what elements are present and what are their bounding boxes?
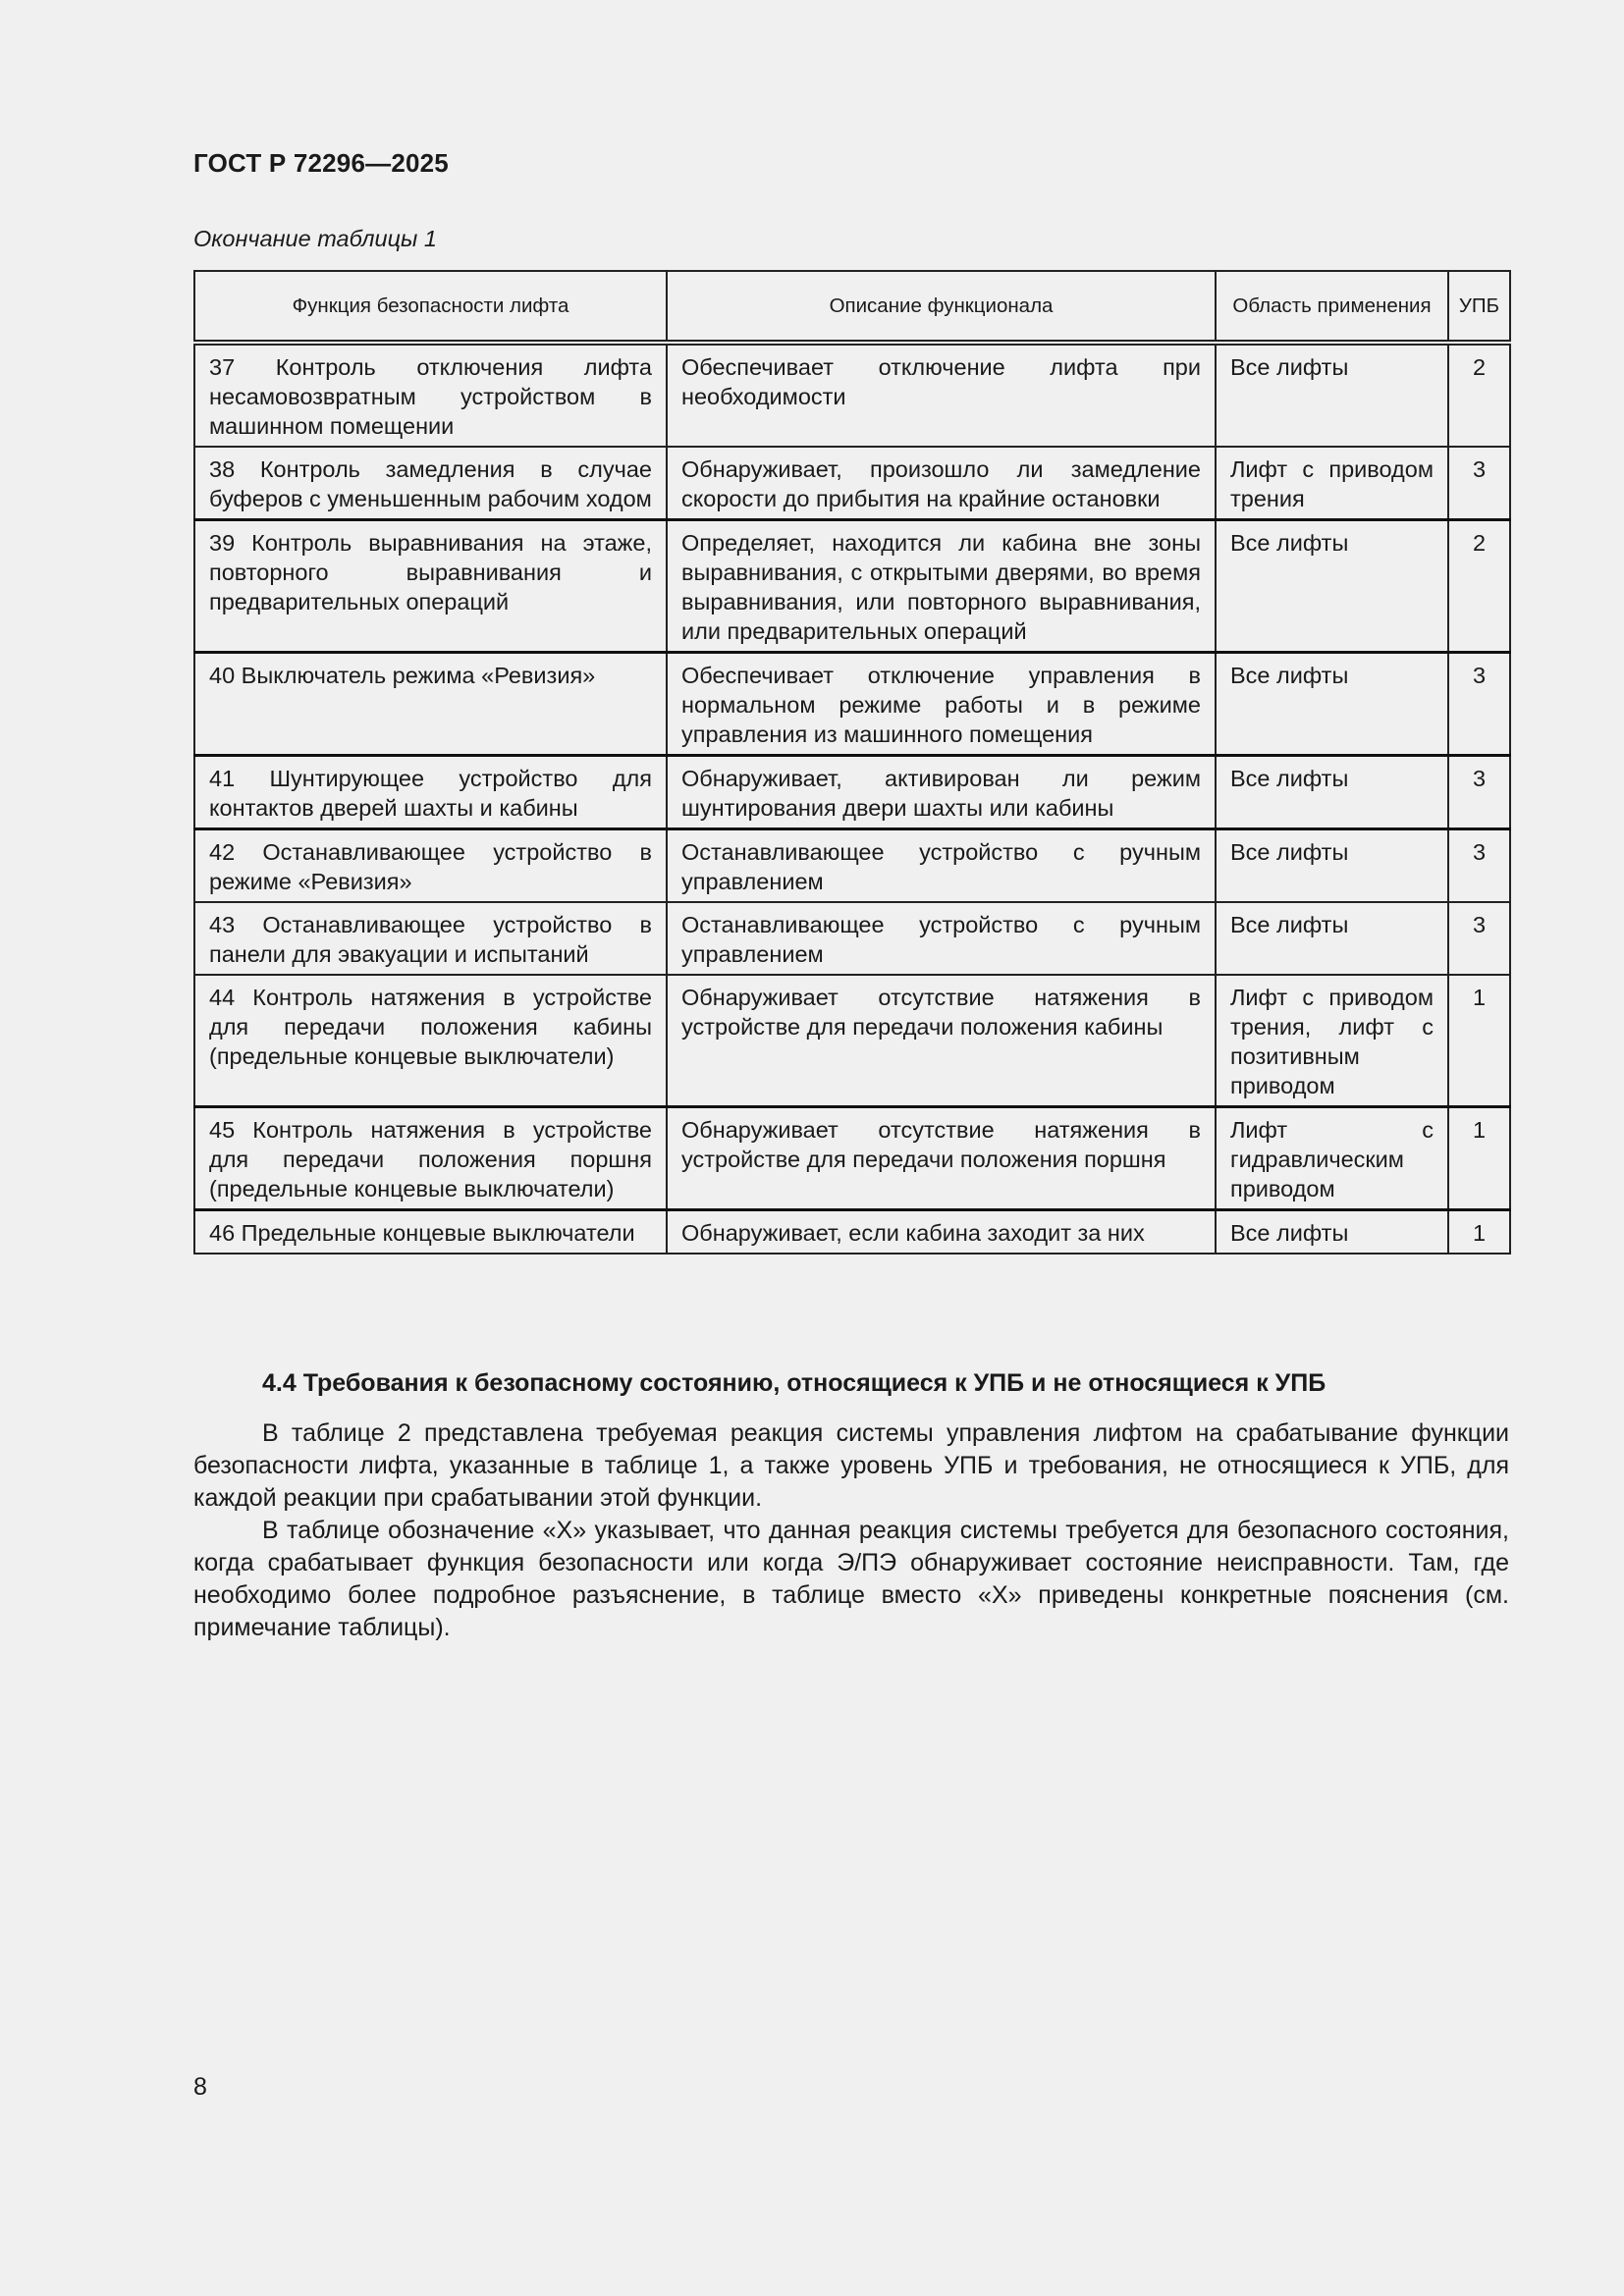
body-paragraph: В таблице 2 представлена требуемая реакция системы управления лифтом на срабатывание функции безопасности лифта, указанные в таблице 1, а также уровень УПБ и требования, не относящиеся к УПБ, для каждой реакции при срабатывании этой функции.: [193, 1419, 1509, 1512]
table-row: [194, 1210, 1510, 1255]
cell-scope: Все лифты: [1216, 1210, 1448, 1255]
cell-function: 37 Контроль отключения лифта несамовозвратным устройством в машинном помещении: [194, 343, 667, 447]
cell-function: 43 Останавливающее устройство в панели для эвакуации и испытаний: [194, 902, 667, 975]
cell-function: 46 Предельные концевые выключатели: [194, 1210, 667, 1255]
cell-description: Останавливающее устройство с ручным управлением: [667, 829, 1216, 903]
cell-function: 45 Контроль натяжения в устройстве для передачи положения поршня (предельные концевые выключатели): [194, 1107, 667, 1210]
cell-description: Обнаруживает отсутствие натяжения в устройстве для передачи положения поршня: [667, 1107, 1216, 1210]
cell-upb: 1: [1448, 1210, 1510, 1255]
table-row: [194, 756, 1510, 829]
cell-upb: 1: [1448, 1107, 1510, 1210]
table-header-row: [194, 271, 1510, 343]
cell-scope: Все лифты: [1216, 343, 1448, 447]
cell-description: Обнаруживает отсутствие натяжения в устройстве для передачи положения кабины: [667, 975, 1216, 1107]
column-header-upb: УПБ: [1448, 271, 1510, 343]
table-caption: Окончание таблицы 1: [193, 226, 437, 251]
cell-description: Обнаруживает, произошло ли замедление скорости до прибытия на крайние остановки: [667, 447, 1216, 520]
cell-function: 39 Контроль выравнивания на этаже, повторного выравнивания и предварительных операций: [194, 520, 667, 653]
cell-upb: 3: [1448, 653, 1510, 756]
cell-function: 40 Выключатель режима «Ревизия»: [194, 653, 667, 756]
table-row: [194, 653, 1510, 756]
table-row: [194, 1107, 1510, 1210]
column-header-description: Описание функционала: [667, 271, 1216, 343]
table-row: [194, 902, 1510, 975]
cell-function: 42 Останавливающее устройство в режиме «Ревизия»: [194, 829, 667, 903]
safety-functions-table: [193, 270, 1511, 1255]
table-row: [194, 829, 1510, 903]
table-row: [194, 520, 1510, 653]
cell-scope: Лифт с приводом трения, лифт с позитивным приводом: [1216, 975, 1448, 1107]
section-heading: 4.4 Требования к безопасному состоянию, относящиеся к УПБ и не относящиеся к УПБ: [262, 1369, 1326, 1397]
cell-upb: 3: [1448, 447, 1510, 520]
cell-scope: Все лифты: [1216, 520, 1448, 653]
cell-function: 41 Шунтирующее устройство для контактов дверей шахты и кабины: [194, 756, 667, 829]
column-header-function: Функция безопасности лифта: [194, 271, 667, 343]
cell-scope: Все лифты: [1216, 829, 1448, 903]
body-paragraph: В таблице обозначение «Х» указывает, что данная реакция системы требуется для безопасного состояния, когда срабатывает функция безопасности или когда Э/ПЭ обнаруживает состояние неисправности. Там, где необходимо более подробное разъяснение, в таблице вместо «Х» приведены конкретные пояснения (см. примечание таблицы).: [193, 1517, 1509, 1641]
document-code: ГОСТ Р 72296—2025: [193, 148, 449, 178]
cell-upb: 2: [1448, 520, 1510, 653]
cell-scope: Лифт с гидравлическим приводом: [1216, 1107, 1448, 1210]
cell-description: Обнаруживает, если кабина заходит за них: [667, 1210, 1216, 1255]
column-header-scope: Область применения: [1216, 271, 1448, 343]
cell-description: Обнаруживает, активирован ли режим шунтирования двери шахты или кабины: [667, 756, 1216, 829]
cell-description: Обеспечивает отключение управления в нормальном режиме работы и в режиме управления из машинного помещения: [667, 653, 1216, 756]
cell-function: 44 Контроль натяжения в устройстве для передачи положения кабины (предельные концевые выключатели): [194, 975, 667, 1107]
page-number: 8: [193, 2073, 207, 2101]
cell-scope: Все лифты: [1216, 902, 1448, 975]
cell-function: 38 Контроль замедления в случае буферов с уменьшенным рабочим ходом: [194, 447, 667, 520]
table-row: [194, 975, 1510, 1107]
cell-scope: Все лифты: [1216, 653, 1448, 756]
cell-description: Обеспечивает отключение лифта при необходимости: [667, 343, 1216, 447]
cell-upb: 3: [1448, 902, 1510, 975]
table-row: [194, 343, 1510, 447]
cell-description: Определяет, находится ли кабина вне зоны выравнивания, с открытыми дверями, во время выравнивания, или повторного выравнивания, или предварительных операций: [667, 520, 1216, 653]
cell-upb: 2: [1448, 343, 1510, 447]
cell-upb: 3: [1448, 829, 1510, 903]
cell-scope: Все лифты: [1216, 756, 1448, 829]
cell-upb: 3: [1448, 756, 1510, 829]
cell-scope: Лифт с приводом трения: [1216, 447, 1448, 520]
cell-description: Останавливающее устройство с ручным управлением: [667, 902, 1216, 975]
table-row: [194, 447, 1510, 520]
cell-upb: 1: [1448, 975, 1510, 1107]
